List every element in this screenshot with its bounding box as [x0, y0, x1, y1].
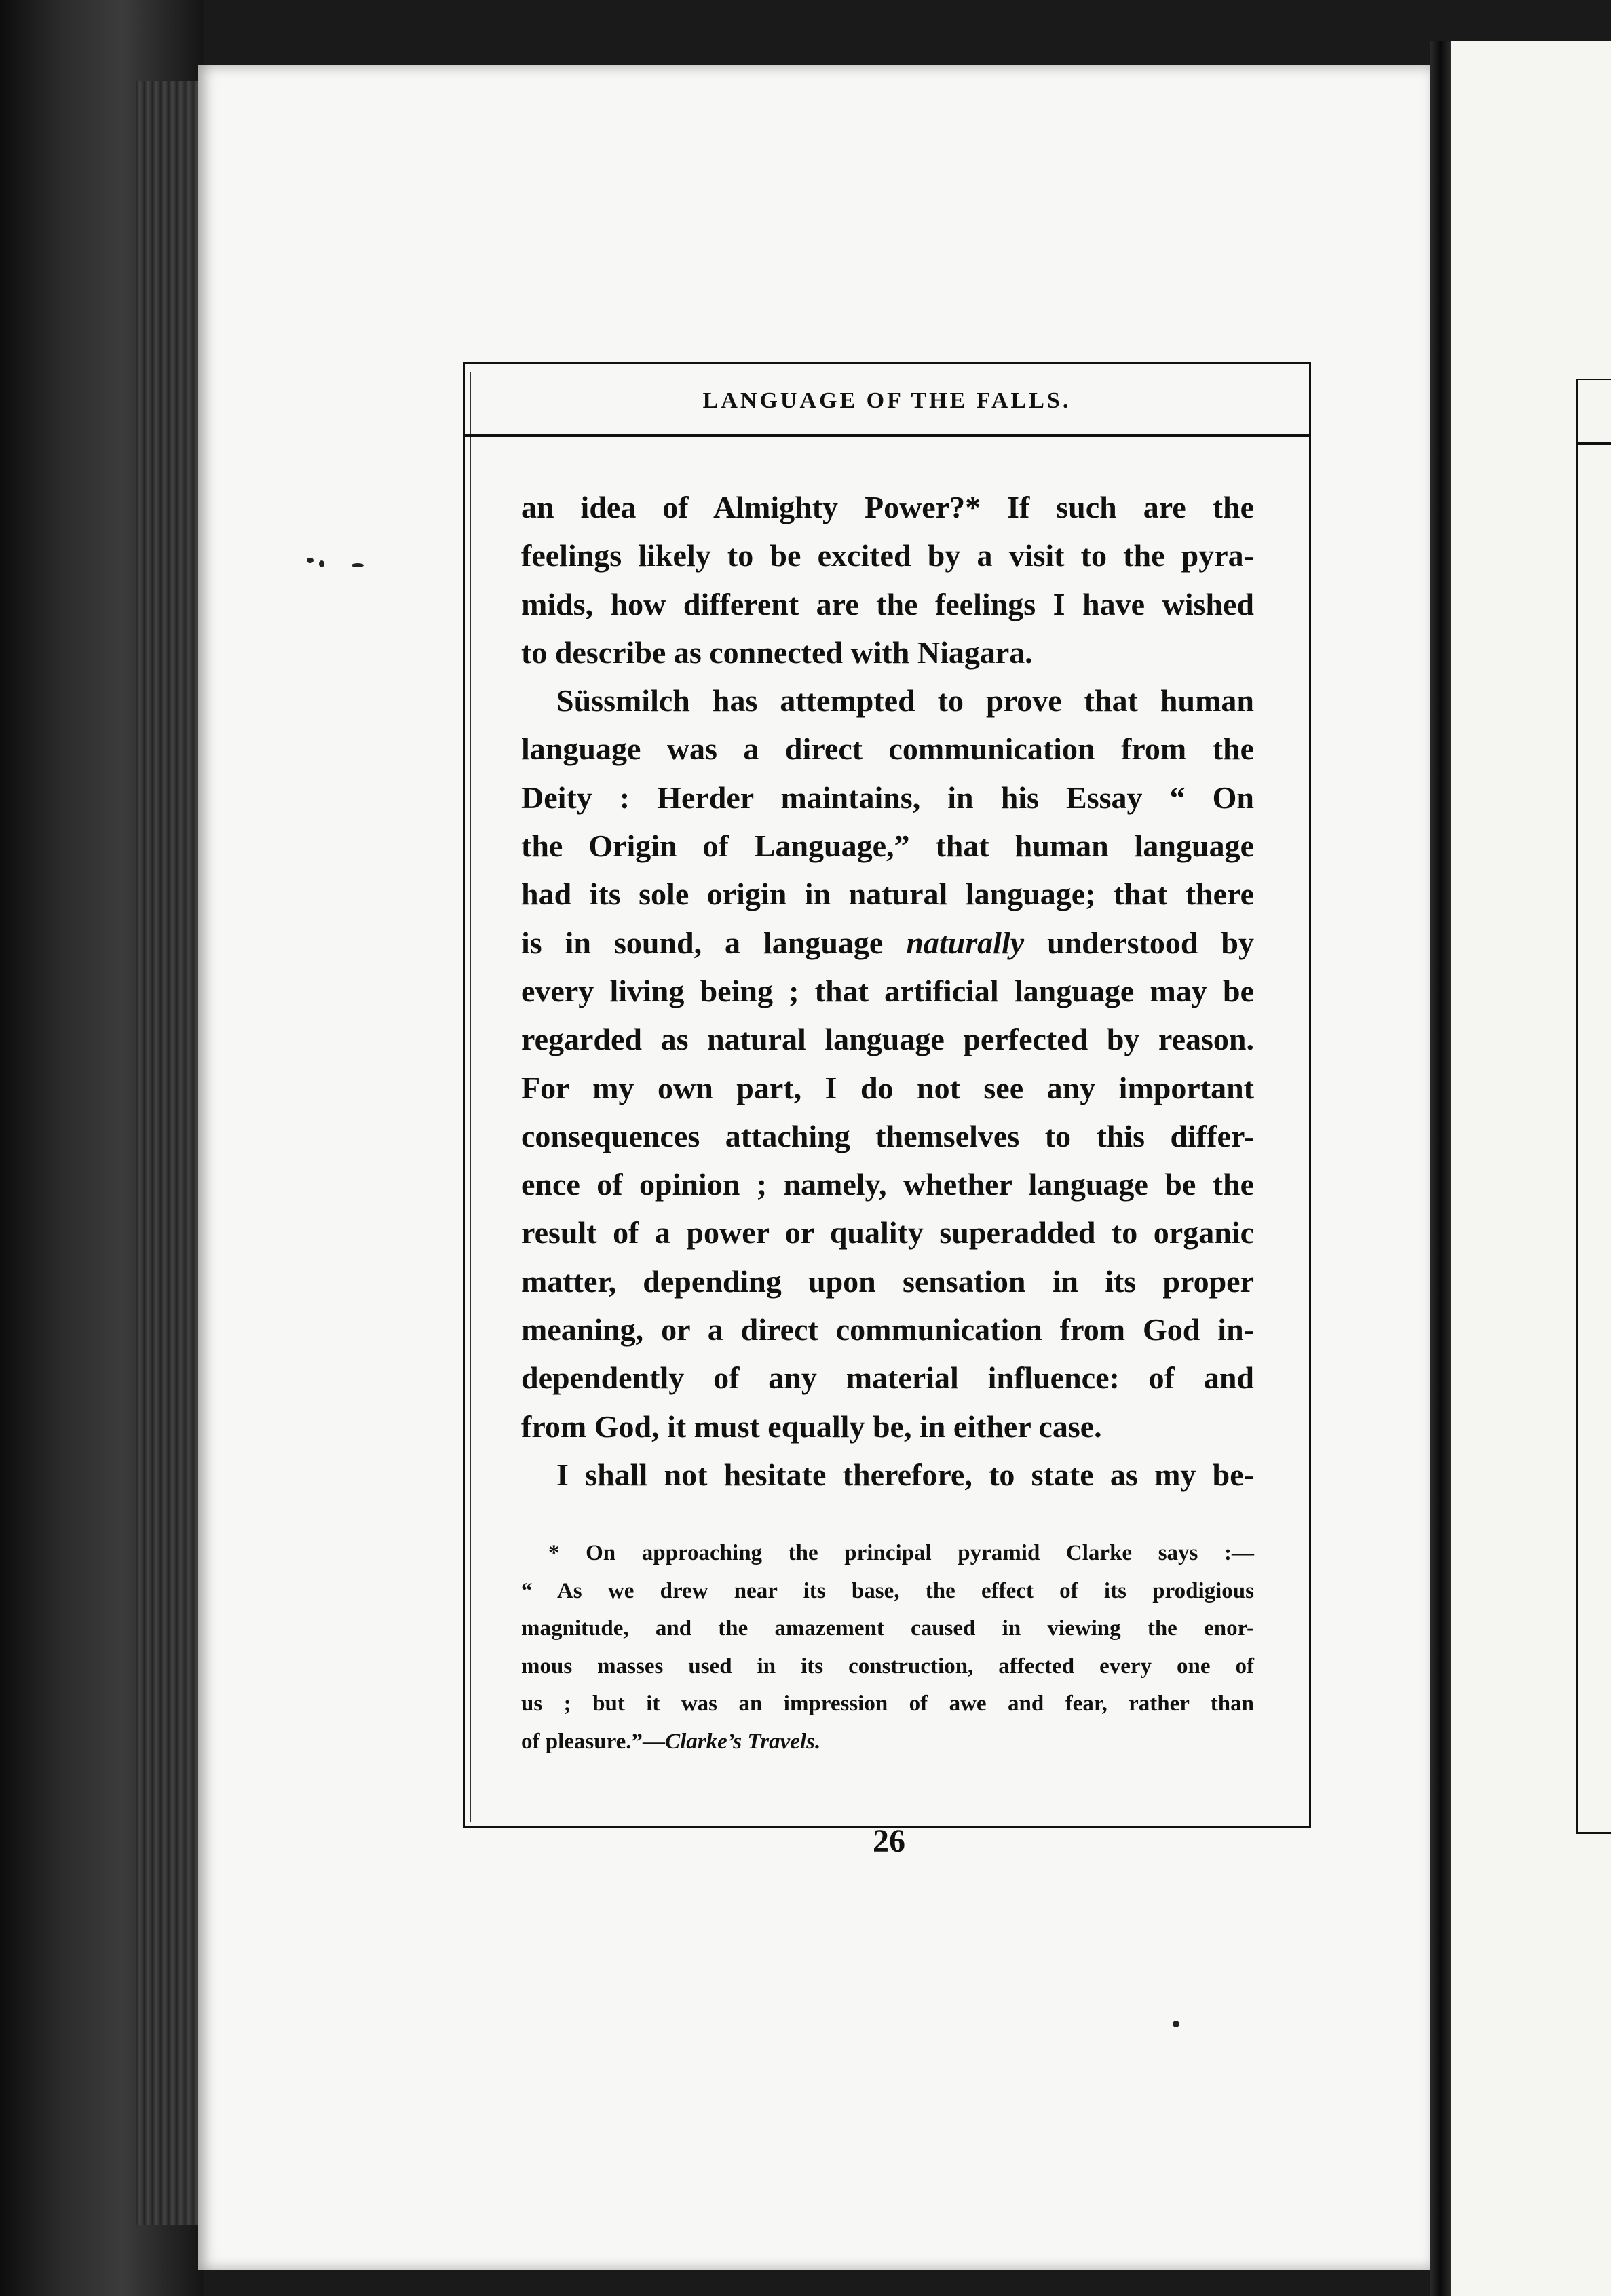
text-line: regarded as natural language perfected by reason. — [521, 1022, 1254, 1057]
text-line: language was a direct communication from the — [521, 731, 1254, 767]
text-line: consequences attaching themselves to this differ- — [521, 1118, 1254, 1153]
text-line: mids, how different are the feelings I have wished — [521, 586, 1254, 621]
text-line: matter, depending upon sensation in its proper — [521, 1263, 1254, 1299]
text-run: of pleasure.”— — [521, 1729, 666, 1754]
right-page-frame-bottom — [1578, 1832, 1611, 1834]
margin-speck — [1173, 2021, 1179, 2027]
text-line: the Origin of Language,” that human language — [521, 828, 1254, 864]
text-line: meaning, or a direct communication from God in- — [521, 1312, 1254, 1347]
margin-speck — [352, 563, 364, 567]
text-line: ence of opinion ; namely, whether language be the — [521, 1167, 1254, 1202]
running-header — [463, 362, 1311, 437]
text-line: from God, it must equally be, in either case. — [521, 1409, 1102, 1444]
text-line: Süssmilch has attempted to prove that human — [556, 683, 1254, 719]
page-number: 26 — [873, 1823, 905, 1859]
text-line: For my own part, I do not see any important — [521, 1070, 1254, 1105]
text-run: understood by — [1024, 925, 1255, 960]
footnote-line: magnitude, and the amazement caused in viewing the enor- — [521, 1616, 1254, 1641]
italic-text-run: naturally — [906, 925, 1025, 960]
text-line: had its sole origin in natural language; that there — [521, 877, 1254, 912]
margin-speck — [307, 558, 314, 563]
margin-speck — [319, 560, 324, 567]
body-text — [521, 483, 1254, 1499]
text-line: dependently of any material influence: of and — [521, 1360, 1254, 1396]
right-page-frame-top — [1578, 379, 1611, 380]
footnote-line: “ As we drew near its base, the effect of its prodigious — [521, 1578, 1254, 1603]
text-line: every living being ; that artificial language may be — [521, 973, 1254, 1008]
footnote-line — [521, 1723, 1254, 1761]
footnote-line: * On approaching the principal pyramid Clarke says :— — [548, 1541, 1254, 1565]
text-line — [521, 919, 1254, 967]
right-page-frame-left — [1576, 379, 1578, 1834]
text-line: feelings likely to be excited by a visit to the pyra- — [521, 538, 1254, 573]
text-run: is in sound, a language — [521, 925, 907, 960]
running-head-title: LANGUAGE OF THE FALLS. — [702, 388, 1072, 413]
footnote-line: mous masses used in its construction, affected every one of — [521, 1653, 1254, 1679]
right-page-header-rule — [1578, 442, 1611, 445]
text-line: Deity : Herder maintains, in his Essay “ On — [521, 780, 1254, 815]
text-line: to describe as connected with Niagara. — [521, 634, 1033, 670]
footnote — [521, 1535, 1254, 1761]
footnote-line: us ; but it was an impression of awe and fear, rather than — [521, 1691, 1254, 1716]
text-line: an idea of Almighty Power?* If such are the — [521, 490, 1254, 524]
text-line: I shall not hesitate therefore, to state as my be- — [556, 1457, 1254, 1492]
page-border-inner-rule — [470, 372, 471, 1822]
italic-text-run: Clarke’s Travels. — [665, 1729, 821, 1754]
text-line: result of a power or quality superadded to organic — [521, 1215, 1254, 1250]
book-gutter — [1430, 41, 1451, 2296]
